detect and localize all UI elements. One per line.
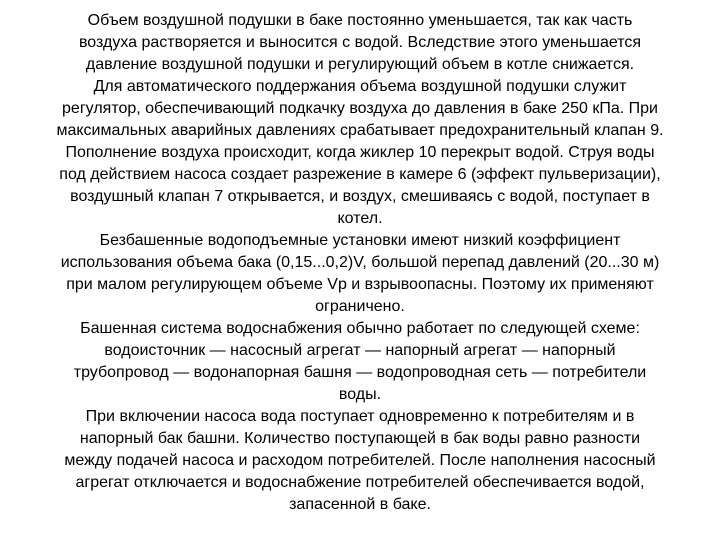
text-line: воздушный клапан 7 открывается, и воздух, смешиваясь с водой, поступает в (70, 188, 650, 205)
text-line: водоисточник — насосный агрегат — напорный агрегат — напорный (104, 342, 616, 359)
text-line: давление воздушной подушки и регулирующий объем в котле снижается. (85, 56, 635, 73)
text-line: использования объема бака (0,15...0,2)V, большой перепад давлений (20...30 м) (60, 254, 660, 271)
text-line: между подачей насоса и расходом потребителей. После наполнения насосный (64, 452, 656, 469)
text-line: ограничено. (315, 298, 405, 315)
text-line: Пополнение воздуха происходит, когда жиклер 10 перекрыт водой. Струя воды (65, 144, 655, 161)
text-line: При включении насоса вода поступает одновременно к потребителям и в (85, 408, 635, 425)
text-line: регулятор, обеспечивающий подкачку воздуха до давления в баке 250 кПа. При (62, 100, 658, 117)
text-line: максимальных аварийных давлениях срабатывает предохранительный клапан 9. (56, 122, 664, 139)
text-line: Объем воздушной подушки в баке постоянно уменьшается, так как часть (87, 12, 633, 29)
text-line: под действием насоса создает разрежение в камере 6 (эффект пульверизации), (59, 166, 661, 183)
text-line: воды. (338, 386, 382, 403)
text-line: Безбашенные водоподъемные установки имеют низкий коэффициент (99, 232, 621, 249)
document-text (0, 10, 720, 516)
text-line: трубопровод — водонапорная башня — водопроводная сеть — потребители (73, 364, 647, 381)
text-line: агрегат отключается и водоснабжение потребителей обеспечивается водой, (75, 474, 645, 491)
text-line: воздуха растворяется и выносится с водой. Вследствие этого уменьшается (78, 34, 642, 51)
text-line: котел. (337, 210, 383, 227)
text-line: Для автоматического поддержания объема воздушной подушки служит (93, 78, 627, 95)
text-line: напорный бак башни. Количество поступающей в бак воды равно разности (79, 430, 641, 447)
text-line: запасенной в баке. (289, 496, 431, 513)
text-line: при малом регулирующем объеме Vp и взрывоопасны. Поэтому их применяют (66, 276, 654, 293)
text-line: Башенная система водоснабжения обычно работает по следующей схеме: (80, 320, 640, 337)
